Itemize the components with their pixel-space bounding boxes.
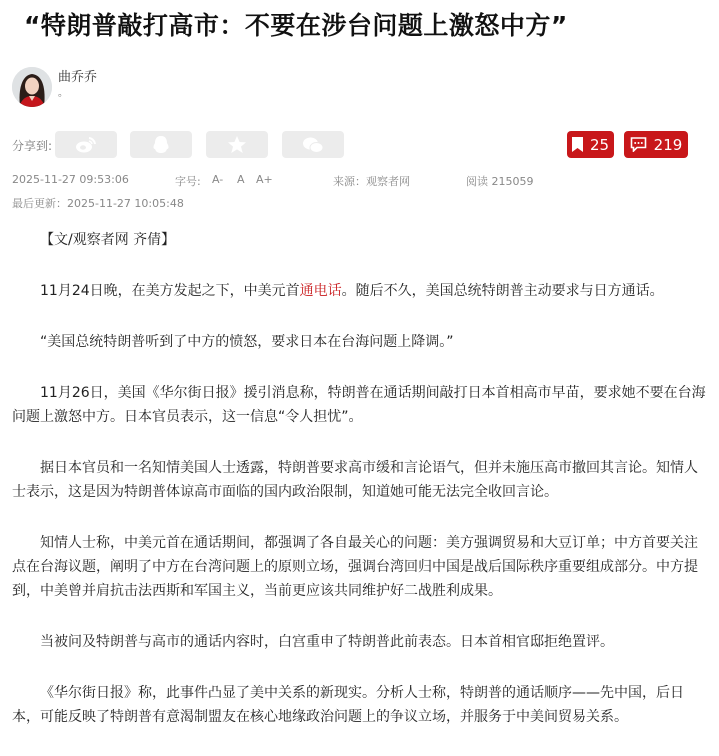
phone-call-link[interactable]: 通电话 (299, 283, 342, 299)
paragraph: 11月26日，美国《华尔街日报》援引消息称，特朗普在通话期间敲打日本首相高市早苗，要求她不要在台海问题上激怒中方。日本官员表示，这一信息“令人担忧”。 (12, 385, 706, 425)
paragraph: 【文/观察者网 齐倩】 (40, 232, 176, 248)
font-size-large-button[interactable]: A+ (256, 173, 273, 186)
paragraph: 《华尔街日报》称，此事件凸显了美中关系的新现实。分析人士称，特朗普的通话顺序——先中国，后日本，可能反映了特朗普有意渴制盟友在核心地缘政治问题上的争议立场，并服务于中美间贸易关系。 (12, 685, 684, 725)
font-size-small-button[interactable]: A- (212, 173, 224, 186)
paragraph: 当被问及特朗普与高市的通话内容时，白宫重申了特朗普此前表态。日本首相官邸拒绝置评。 (40, 634, 614, 650)
bookmark-count-button[interactable] (567, 131, 614, 158)
wechat-icon (302, 136, 324, 154)
font-size-label: 字号: (175, 175, 201, 188)
comment-count-button[interactable] (624, 131, 688, 158)
share-wechat-button[interactable] (282, 131, 344, 158)
bookmark-count: 25 (589, 135, 610, 154)
last-updated: 最后更新：2025-11-27 10:05:48 (12, 197, 184, 210)
article-body (12, 228, 708, 756)
article-title: “特朗普敲打高市：不要在涉台问题上激怒中方” (24, 11, 568, 40)
author-name[interactable]: 曲乔乔 (58, 70, 98, 85)
read-count: 阅读 215059 (466, 175, 534, 188)
paragraph: 知情人士称，中美元首在通话期间，都强调了各自最关心的问题：美方强调贸易和大豆订单；中方首要关注点在台海议题，阐明了中方在台湾问题上的原则立场，强调台湾回归中国是战后国际秩序重要组成部分。中方提到，中美曾并肩抗击法西斯和军国主义，当前更应该共同维护好二战胜利成果。 (12, 535, 698, 599)
weibo-icon (75, 136, 97, 154)
qq-icon (152, 135, 170, 155)
paragraph-text: 。随后不久，美国总统特朗普主动要求与日方通话。 (341, 283, 664, 299)
comment-icon (630, 137, 647, 152)
share-weibo-button[interactable] (55, 131, 117, 158)
paragraph-text: 11月24日晚，在美方发起之下，中美元首 (40, 283, 300, 299)
font-size-normal-button[interactable]: A (237, 173, 245, 186)
author-avatar[interactable] (12, 67, 52, 107)
author-note: 。 (58, 88, 68, 99)
author-photo (12, 67, 52, 107)
share-qq-button[interactable] (130, 131, 192, 158)
publish-time: 2025-11-27 09:53:06 (12, 173, 129, 186)
paragraph: “美国总统特朗普听到了中方的愤怒，要求日本在台海问题上降调。” (40, 334, 454, 350)
favorite-star-icon (227, 135, 247, 154)
bookmark-icon (572, 137, 583, 152)
comment-count: 219 (653, 135, 683, 154)
share-favorite-button[interactable] (206, 131, 268, 158)
source: 来源：观察者网 (333, 175, 410, 188)
paragraph (12, 279, 708, 303)
paragraph: 据日本官员和一名知情美国人士透露，特朗普要求高市缓和言论语气，但并未施压高市撤回其言论。知情人士表示，这是因为特朗普体谅高市面临的国内政治限制，知道她可能无法完全收回言论。 (12, 460, 698, 500)
share-label: 分享到: (12, 139, 53, 153)
